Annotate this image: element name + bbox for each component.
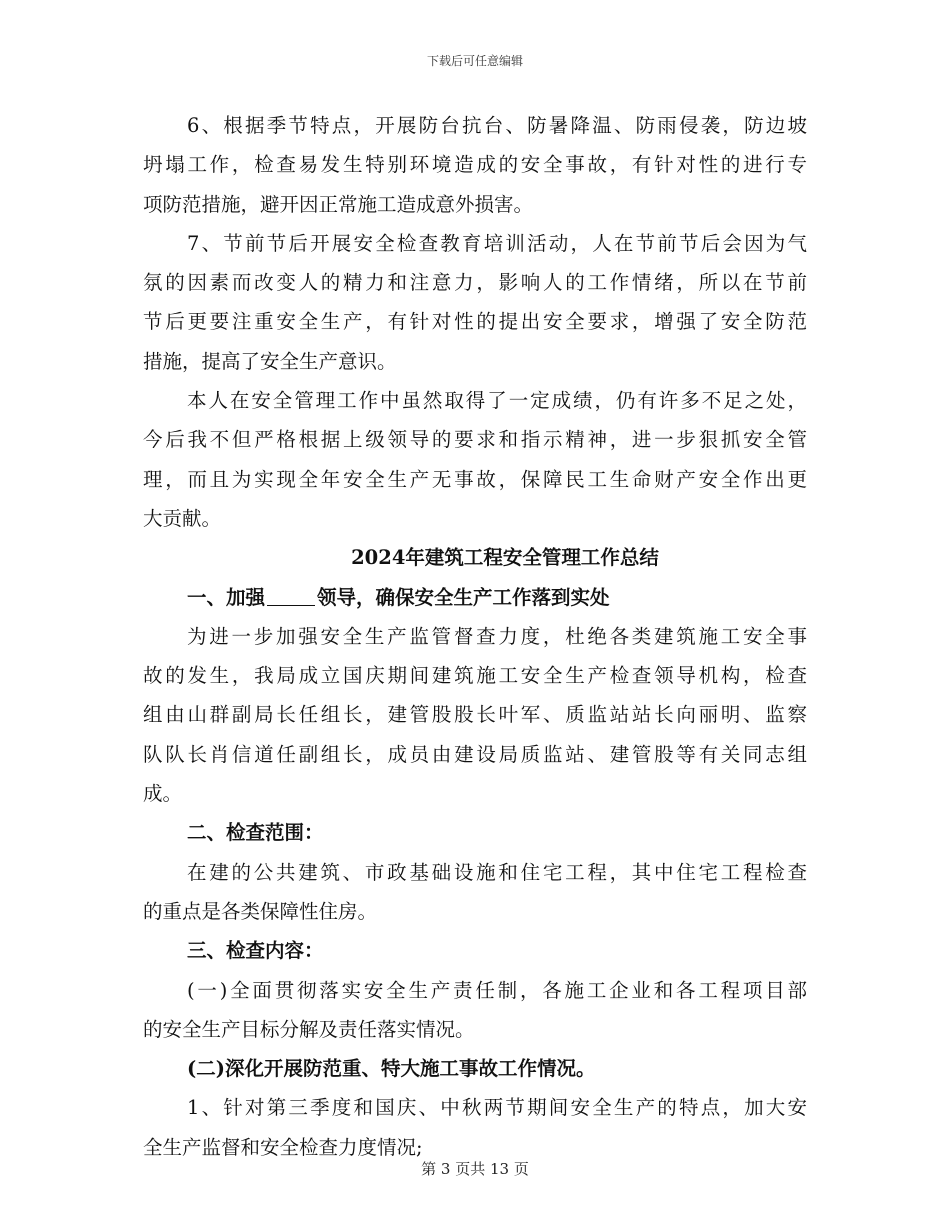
section-title: 2024年建筑工程安全管理工作总结 — [351, 546, 659, 570]
paragraph-line: 的安全生产目标分解及责任落实情况。 — [143, 1017, 475, 1041]
paragraph-line: 大贡献。 — [143, 506, 222, 530]
paragraph-line: 组由山群副局长任组长，建管股股长叶军、质监站站长向丽明、监察 — [143, 703, 807, 727]
paragraph-line: 氛的因素而改变人的精力和注意力，影响人的工作情绪，所以在节前 — [143, 271, 807, 295]
paragraph-line: 节后更要注重安全生产，有针对性的提出安全要求，增强了安全防范 — [143, 310, 807, 334]
paragraph-line: 理，而且为实现全年安全生产无事故，保障民工生命财产安全作出更 — [143, 467, 807, 491]
paragraph-line: 7、节前节后开展安全检查教育培训活动，人在节前节后会因为气 — [187, 231, 807, 255]
paragraph-line: 6、根据季节特点，开展防台抗台、防暑降温、防雨侵袭，防边坡 — [187, 114, 807, 137]
paragraph-line: 的重点是各类保障性住房。 — [143, 899, 378, 923]
heading-text-before-blank: 一、加强 — [187, 585, 266, 609]
heading-inspection-content: 三、检查内容： — [187, 939, 324, 963]
fill-in-blank — [267, 587, 315, 606]
paragraph-line: 项防范措施，避开因正常施工造成意外损害。 — [143, 192, 534, 216]
heading-text-after-blank: 领导，确保安全生产工作落到实处 — [317, 585, 610, 609]
paragraph-line: 1、针对第三季度和国庆、中秋两节期间安全生产的特点，加大安 — [187, 1096, 807, 1120]
page-number: 第 3 页共 13 页 — [421, 1160, 529, 1178]
paragraph-line: 成。 — [143, 782, 183, 806]
heading-inspection-scope: 二、检查范围： — [187, 821, 324, 845]
heading-deepen-prevention: (二)深化开展防范重、特大施工事故工作情况。 — [187, 1057, 596, 1081]
page-header-note: 下载后可任意编辑 — [426, 54, 523, 68]
paragraph-line: 本人在安全管理工作中虽然取得了一定成绩，仍有许多不足之处， — [187, 389, 807, 413]
document-body — [143, 106, 807, 1167]
paragraph-line: 措施，提高了安全生产意识。 — [143, 349, 397, 373]
paragraph-line: 队队长肖信道任副组长，成员由建设局质监站、建管股等有关同志组 — [143, 742, 807, 766]
paragraph-line: (一)全面贯彻落实安全生产责任制，各施工企业和各工程项目部 — [187, 978, 807, 1002]
paragraph-line: 全生产监督和安全检查力度情况; — [143, 1135, 423, 1159]
paragraph-line: 故的发生，我局成立国庆期间建筑施工安全生产检查领导机构，检查 — [143, 664, 807, 688]
heading-strengthen-leadership — [143, 578, 807, 617]
paragraph-line: 坍塌工作，检查易发生特别环境造成的安全事故，有针对性的进行专 — [143, 153, 807, 177]
paragraph-line: 为进一步加强安全生产监管督查力度，杜绝各类建筑施工安全事 — [187, 624, 807, 648]
paragraph-line: 今后我不但严格根据上级领导的要求和指示精神，进一步狠抓安全管 — [143, 428, 807, 452]
paragraph-line: 在建的公共建筑、市政基础设施和住宅工程，其中住宅工程检查 — [187, 860, 807, 884]
